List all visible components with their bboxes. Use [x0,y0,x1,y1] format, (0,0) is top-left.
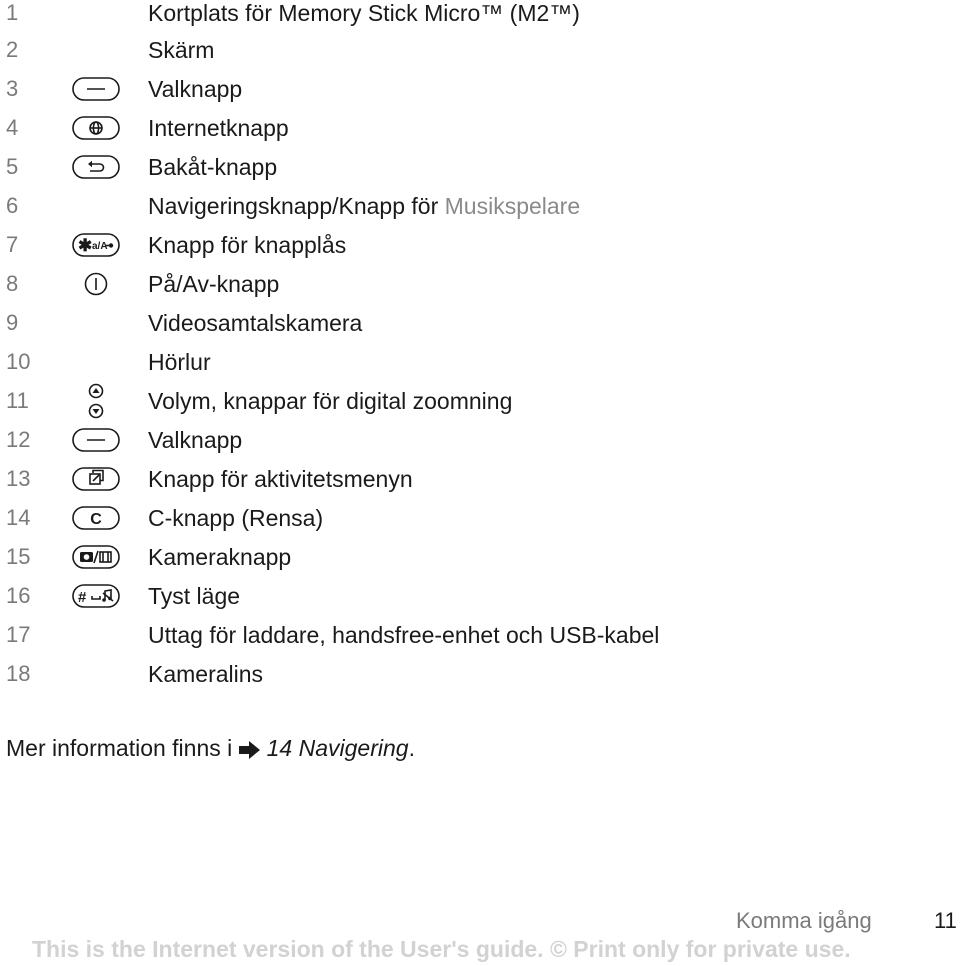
item-label: Skärm [148,37,215,63]
star-glyph: ✱ [78,236,93,255]
item-label: Valknapp [148,76,243,102]
item-number: 8 [6,271,19,296]
list-item [0,193,960,232]
more-info-prefix: Mer information finns i [6,735,233,761]
selection-key-icon [72,77,120,101]
item-number: 1 [6,0,19,25]
list-item [0,232,960,271]
item-number: 14 [6,505,31,530]
power-key-icon [72,272,120,296]
item-number: 17 [6,622,31,647]
list-item [0,466,960,505]
item-number: 5 [6,154,19,179]
more-info-suffix: . [408,735,415,761]
list-item [0,115,960,154]
item-label: Kameralins [148,661,264,687]
list-item [0,505,960,544]
page-number: 11 [934,908,957,933]
item-number: 3 [6,76,19,101]
star-keylock-key-icon [72,233,120,257]
list-item [0,37,960,76]
hash-glyph: # [78,589,87,606]
item-number: 2 [6,37,19,62]
item-number: 4 [6,115,19,140]
item-number: 13 [6,466,31,491]
item-number: 9 [6,310,19,335]
item-label: Volym, knappar för digital zoomning [148,388,513,414]
item-label: Tyst läge [148,583,241,609]
c-glyph: C [90,511,102,528]
list-item [0,622,960,661]
arrow-right-icon [239,738,261,764]
item-label-text: Navigeringsknapp/Knapp för [148,193,445,219]
item-label: Kortplats för Memory Stick Micro™ (M2™) [148,0,580,26]
camera-key-icon [72,545,120,569]
item-label: Internetknapp [148,115,289,141]
item-number: 10 [6,349,31,374]
internet-key-icon [72,116,120,140]
list-item [0,661,960,700]
list-item [0,388,960,427]
item-number: 6 [6,193,19,218]
item-label: Valknapp [148,427,243,453]
more-info [6,735,415,764]
list-item [0,544,960,583]
list-item [0,154,960,193]
activity-menu-key-icon [72,467,120,491]
item-label: Videosamtalskamera [148,310,363,336]
list-item [0,271,960,310]
letters-glyph: a/A [92,241,108,252]
item-number: 11 [6,388,29,413]
item-number: 7 [6,232,19,257]
music-player-link-text: Musikspelare [444,193,581,219]
item-label: Knapp för aktivitetsmenyn [148,466,413,492]
back-key-icon [72,155,120,179]
list-item [0,310,960,349]
item-label: Knapp för knapplås [148,232,347,258]
watermark-notice: This is the Internet version of the User's guide. © Print only for private use. [32,936,851,962]
item-label [148,193,580,219]
c-key-icon [72,506,120,530]
list-item [0,76,960,115]
item-label: C-knapp (Rensa) [148,505,324,531]
item-label: Bakåt-knapp [148,154,278,180]
list-item [0,427,960,466]
item-number: 18 [6,661,31,686]
item-label: Uttag för laddare, handsfree-enhet och USB-kabel [148,622,660,648]
cross-reference-link[interactable]: 14 Navigering [266,735,409,761]
item-number: 16 [6,583,31,608]
item-label: På/Av-knapp [148,271,280,297]
list-item [0,583,960,622]
selection-key-icon [72,428,120,452]
volume-keys-icon [72,389,120,413]
item-number: 15 [6,544,31,569]
list-item [0,349,960,388]
silent-mode-key-icon [72,584,120,608]
item-label: Hörlur [148,349,211,375]
item-number: 12 [6,427,31,452]
footer-section-title: Komma igång [736,908,872,933]
item-label: Kameraknapp [148,544,292,570]
list-item [0,0,960,39]
